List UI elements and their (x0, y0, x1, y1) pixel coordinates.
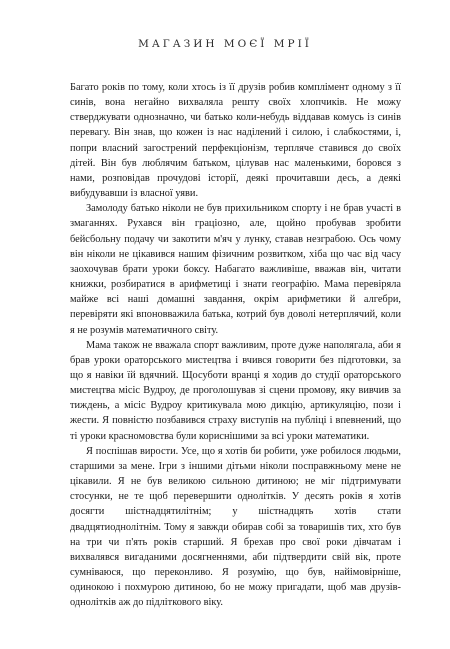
paragraph-2: Замолоду батько ніколи не був прихильником спорту і не брав участі в змаганнях. Рухався він граціозно, але, щойно пробував зробити бейсбольну подачу чи закотити м'яч у лунку, ставав незграбою. Ось чому він ніколи не цікавився нашим фізичним розвитком, хіба що час від часу заохочував брати уроки боксу. Набагато важливіше, вважав він, читати книжки, розбиратися в арифметиці і знати географію. Мама перевіряла майже всі наші домашні завдання, окрім арифметики й алгебри, перевіряти які впоновважила батька, котрий був доволі нетерплячий, коли я не розумів математичного світу. (70, 203, 401, 336)
paragraph-3: Мама також не вважала спорт важливим, проте дуже наполягала, аби я брав уроки ораторського мистецтва і вчився говорити без підготовки, за що я навіки їй вдячний. Щосуботи вранці я ходив до студії ораторського мистецтва місіс Вудроу, де проголошував зі сцени промову, яку вивчив за тиждень, а місіс Вудроу критикувала мою дикцію, артикуляцію, пози і жести. Я повністю позбавився страху виступів на публіці і впевнений, що ті уроки красномовства були кориснішими за всі уроки математики. (70, 339, 401, 442)
paragraph-4: Я поспішав вирости. Усе, що я хотів би робити, уже робилося людьми, старшими за мене. Ігри з іншими дітьми ніколи посправжньому мене не цікавили. Я не був великою сильною дитиною; не міг підтримувати стосунки, не те щоб перевершити однолітків. У десять років я хотів досягти шістнадцятилітнім; у шістнадцять хотів стати двадцятиоднолітнім. Тому я завжди обирав собі за товаришів тих, хто був на три чи п'ять років старший. Я брехав про свої роки дівчатам і вихвалявся вигаданими досягненнями, аби підтвердити свій вік, проте сумніваюся, що переконливо. Я розумію, що був, найімовірніше, одинокою і похмурою дитиною, бо не можу пригадати, щоб мав друзів-однолітків аж до підліткового віку. (70, 445, 401, 609)
running-head: МАГАЗИН МОЄЇ МРІЇ (138, 38, 312, 50)
paragraph-1: Багато років по тому, коли хтось із її друзів робив комплімент одному з її синів, вона негайно вихваляла решту своїх хлопчиків. Не можу стверджувати однозначно, чи батько коли-небудь віддавав комусь із синів перевагу. Він знав, що кожен із нас наділений і силою, і слабкостями, і, попри власний загострений перфекціонізм, терпляче ставився до своїх дітей. Він був люблячим батьком, цілував нас маленькими, боровся з нами, розповідав прочудові історії, деякі прочитавши десь, а деякі вибудувавши із власної уяви. (70, 82, 401, 200)
body-text (70, 80, 401, 610)
